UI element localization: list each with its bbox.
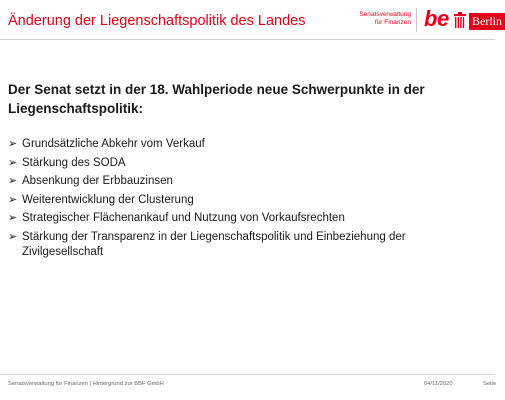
department-line-1: Senatsverwaltung xyxy=(359,11,411,18)
footer-source: Senatsverwaltung für Finanzen | Hintergrund zur BBF GmbH xyxy=(8,381,164,387)
list-item-text: Grundsätzliche Abkehr vom Verkauf xyxy=(22,138,205,150)
arrow-bullet-icon: ➢ xyxy=(8,138,18,150)
list-item xyxy=(8,156,478,172)
arrow-bullet-icon: ➢ xyxy=(8,212,18,224)
list-item-text: Absenkung der Erbbauzinsen xyxy=(22,175,173,187)
arrow-bullet-icon: ➢ xyxy=(8,156,18,169)
list-item-text: Weiterentwicklung der Clusterung xyxy=(22,193,194,206)
logo-berlin-text: Berlin xyxy=(469,13,505,30)
list-item xyxy=(8,137,478,153)
list-item xyxy=(8,230,478,261)
footer-page-label: Seite xyxy=(483,381,497,387)
department-label xyxy=(359,11,411,27)
brandenburg-gate-icon xyxy=(454,12,466,29)
berlin-logo xyxy=(424,6,504,34)
arrow-bullet-icon: ➢ xyxy=(8,230,18,243)
list-item-text: Strategischer Flächenankauf und Nutzung von Vorkaufsrechten xyxy=(22,212,345,224)
header-divider xyxy=(416,8,417,32)
list-item-text: Stärkung des SODA xyxy=(22,156,126,169)
bullet-list xyxy=(8,137,478,264)
section-heading: Der Senat setzt in der 18. Wahlperiode neue Schwerpunkte in der Liegenschaftspolitik: xyxy=(8,82,425,116)
list-item-text: Stärkung der Transparenz in der Liegenschaftspolitik und Einbeziehung der Zivilgesellschaft xyxy=(22,230,406,258)
slide-header xyxy=(0,0,502,38)
department-line-2: für Finanzen xyxy=(374,19,411,26)
logo-be-text: be xyxy=(424,6,449,31)
arrow-bullet-icon: ➢ xyxy=(8,175,18,187)
header-rule xyxy=(0,39,495,40)
list-item xyxy=(8,193,478,209)
slide-title: Änderung der Liegenschaftspolitik des Landes xyxy=(8,13,306,29)
footer-date: 04/11/2020 xyxy=(424,381,453,387)
list-item xyxy=(8,174,478,190)
arrow-bullet-icon: ➢ xyxy=(8,193,18,206)
footer-rule xyxy=(0,374,495,375)
list-item xyxy=(8,211,478,227)
